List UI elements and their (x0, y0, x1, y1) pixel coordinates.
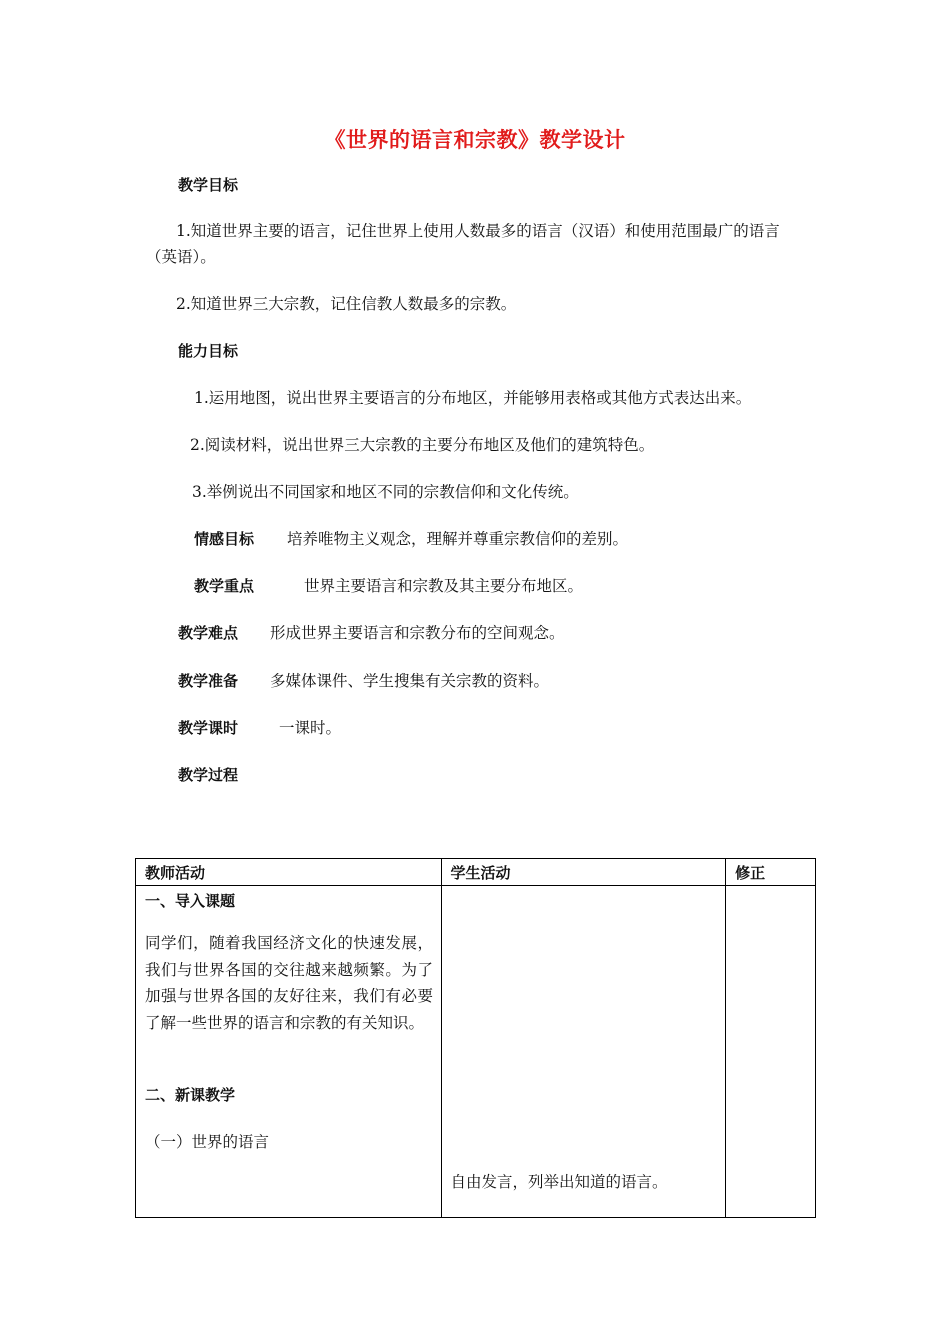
key-point-text: 世界主要语言和宗教及其主要分布地区。 (304, 577, 584, 595)
hours-label: 教学课时 (178, 719, 239, 737)
header-revision: 修正 (726, 859, 816, 886)
knowledge-item-2: 2.知道世界三大宗教，记住信教人数最多的宗教。 (176, 295, 517, 313)
ability-item-2: 2.阅读材料，说出世界三大宗教的主要分布地区及他们的建筑特色。 (190, 436, 655, 454)
preparation-text: 多媒体课件、学生搜集有关宗教的资料。 (270, 672, 550, 690)
section-new-lesson-heading: 二、新课教学 (145, 1086, 236, 1104)
ability-heading: 能力目标 (178, 342, 239, 360)
document-title: 《世界的语言和宗教》教学设计 (324, 128, 626, 152)
activity-table (135, 858, 816, 1218)
key-point-label: 教学重点 (194, 577, 255, 595)
revision-cell (726, 886, 816, 1218)
teacher-cell (136, 886, 442, 1218)
header-student: 学生活动 (441, 859, 726, 886)
subsection-languages: （一）世界的语言 (145, 1133, 270, 1151)
intro-paragraph: 同学们，随着我国经济文化的快速发展，我们与世界各国的交往越来越频繁。为了加强与世界各国的友好往来，我们有必要了解一些世界的语言和宗教的有关知识。 (145, 934, 433, 1032)
student-cell (441, 886, 726, 1218)
difficulty-label: 教学难点 (178, 624, 239, 642)
hours-text: 一课时。 (279, 719, 342, 737)
knowledge-heading: 教学目标 (178, 176, 239, 194)
table-header-row (136, 859, 816, 886)
student-response: 自由发言，列举出知道的语言。 (450, 1173, 668, 1191)
preparation-label: 教学准备 (178, 672, 239, 690)
table-row (136, 886, 816, 1218)
difficulty-text: 形成世界主要语言和宗教分布的空间观念。 (270, 624, 565, 642)
emotion-text: 培养唯物主义观念，理解并尊重宗教信仰的差别。 (287, 530, 629, 548)
emotion-label: 情感目标 (194, 530, 255, 548)
process-heading: 教学过程 (178, 766, 239, 784)
section-intro-heading: 一、导入课题 (145, 892, 236, 910)
ability-item-1: 1.运用地图，说出世界主要语言的分布地区，并能够用表格或其他方式表达出来。 (194, 389, 752, 407)
ability-item-3: 3.举例说出不同国家和地区不同的宗教信仰和文化传统。 (192, 483, 579, 501)
header-teacher: 教师活动 (136, 859, 442, 886)
knowledge-item-1: 1.知道世界主要的语言，记住世界上使用人数最多的语言（汉语）和使用范围最广的语言（英语）。 (146, 222, 780, 266)
